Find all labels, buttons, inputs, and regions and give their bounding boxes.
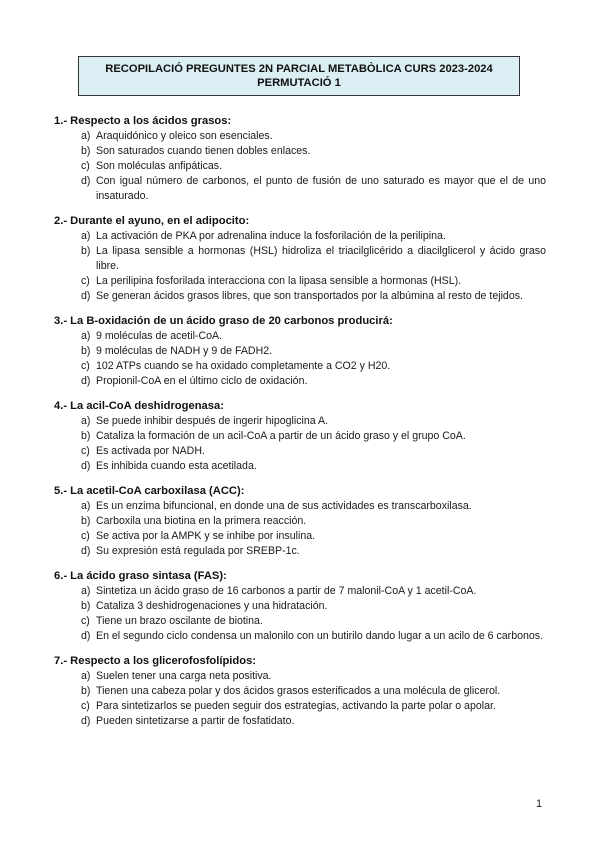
option-text: 9 moléculas de acetil-CoA. — [96, 330, 223, 342]
answer-option — [54, 429, 546, 444]
answer-option — [54, 514, 546, 529]
option-letter: b) — [81, 685, 91, 697]
option-list — [54, 584, 546, 644]
option-text: La activación de PKA por adrenalina induce la fosforilación de la perilipina. — [96, 230, 446, 242]
option-letter: a) — [81, 415, 91, 427]
option-letter: b) — [81, 245, 91, 257]
option-text: Se puede inhibir después de ingerir hipoglicina A. — [96, 415, 329, 427]
option-text: En el segundo ciclo condensa un malonilo con un butirilo dando lugar a un acilo de 6 carbonos. — [96, 630, 544, 642]
option-text: Son saturados cuando tienen dobles enlaces. — [96, 145, 311, 157]
option-text: Cataliza la formación de un acil-CoA a partir de un ácido graso y el grupo CoA. — [96, 430, 466, 442]
option-text: Son moléculas anfipáticas. — [96, 160, 223, 172]
option-text: Es un enzima bifuncional, en donde una de sus actividades es transcarboxilasa. — [96, 500, 472, 512]
option-list — [54, 414, 546, 474]
answer-option — [54, 614, 546, 629]
answer-option — [54, 684, 546, 699]
option-text: Sintetiza un ácido graso de 16 carbonos a partir de 7 malonil-CoA y 1 acetil-CoA. — [96, 585, 477, 597]
option-letter: c) — [81, 445, 90, 457]
question-title: 3.- La B-oxidación de un ácido graso de 20 carbonos producirá: — [54, 315, 393, 327]
answer-option — [54, 529, 546, 544]
document-title: RECOPILACIÓ PREGUNTES 2N PARCIAL METABÒLICA CURS 2023-2024 — [105, 63, 493, 75]
option-letter: a) — [81, 330, 91, 342]
option-letter: c) — [81, 160, 90, 172]
option-list — [54, 669, 546, 729]
option-letter: d) — [81, 290, 91, 302]
answer-option — [54, 159, 546, 174]
option-letter: d) — [81, 545, 91, 557]
answer-option — [54, 329, 546, 344]
option-list — [54, 229, 546, 304]
option-text: Para sintetizarlos se pueden seguir dos estrategias, activando la parte polar o apolar. — [96, 700, 496, 712]
option-text: Carboxila una biotina en la primera reacción. — [96, 515, 307, 527]
option-text: Se generan ácidos grasos libres, que son transportados por la albúmina al resto de tejidos. — [96, 290, 523, 302]
option-text: Con igual número de carbonos, el punto de fusión de uno saturado es mayor que el de uno insaturado. — [96, 175, 546, 202]
answer-option — [54, 714, 546, 729]
answer-option — [54, 174, 546, 204]
document-title-box — [78, 56, 520, 96]
option-letter: b) — [81, 345, 91, 357]
question-block — [54, 314, 546, 389]
question-block — [54, 569, 546, 644]
option-text: Tiene un brazo oscilante de biotina. — [96, 615, 263, 627]
option-text: Es activada por NADH. — [96, 445, 205, 457]
option-text: La perilipina fosforilada interacciona con la lipasa sensible a hormonas (HSL). — [96, 275, 462, 287]
answer-option — [54, 144, 546, 159]
question-list — [54, 114, 546, 739]
answer-option — [54, 669, 546, 684]
option-letter: b) — [81, 430, 91, 442]
question-block — [54, 399, 546, 474]
option-list — [54, 499, 546, 559]
answer-option — [54, 244, 546, 274]
option-letter: c) — [81, 615, 90, 627]
option-text: La lipasa sensible a hormonas (HSL) hidroliza el triacilglicérido a diacilglicerol y ácido graso libre. — [96, 245, 546, 272]
option-letter: b) — [81, 145, 91, 157]
option-text: Su expresión está regulada por SREBP-1c. — [96, 545, 300, 557]
question-title: 5.- La acetil-CoA carboxilasa (ACC): — [54, 485, 245, 497]
option-list — [54, 129, 546, 204]
answer-option — [54, 359, 546, 374]
option-letter: c) — [81, 700, 90, 712]
answer-option — [54, 629, 546, 644]
answer-option — [54, 289, 546, 304]
question-block — [54, 654, 546, 729]
option-text: Se activa por la AMPK y se inhibe por insulina. — [96, 530, 316, 542]
question-block — [54, 484, 546, 559]
answer-option — [54, 544, 546, 559]
question-title: 7.- Respecto a los glicerofosfolípidos: — [54, 655, 257, 667]
answer-option — [54, 129, 546, 144]
question-title: 4.- La acil-CoA deshidrogenasa: — [54, 400, 224, 412]
option-text: 102 ATPs cuando se ha oxidado completamente a CO2 y H20. — [96, 360, 391, 372]
page-number: 1 — [536, 798, 543, 810]
option-text: Tienen una cabeza polar y dos ácidos grasos esterificados a una molécula de glicerol. — [96, 685, 501, 697]
option-text: Cataliza 3 deshidrogenaciones y una hidratación. — [96, 600, 328, 612]
question-block — [54, 114, 546, 204]
option-text: Es inhibida cuando esta acetilada. — [96, 460, 257, 472]
option-letter: c) — [81, 530, 90, 542]
option-letter: d) — [81, 715, 91, 727]
answer-option — [54, 459, 546, 474]
answer-option — [54, 229, 546, 244]
answer-option — [54, 584, 546, 599]
option-text: Suelen tener una carga neta positiva. — [96, 670, 272, 682]
option-letter: c) — [81, 275, 90, 287]
option-letter: a) — [81, 230, 91, 242]
option-text: Pueden sintetizarse a partir de fosfatidato. — [96, 715, 295, 727]
option-letter: a) — [81, 585, 91, 597]
question-title: 6.- La ácido graso sintasa (FAS): — [54, 570, 227, 582]
answer-option — [54, 699, 546, 714]
option-letter: d) — [81, 460, 91, 472]
option-letter: c) — [81, 360, 90, 372]
answer-option — [54, 274, 546, 289]
question-title: 2.- Durante el ayuno, en el adipocito: — [54, 215, 250, 227]
option-letter: a) — [81, 670, 91, 682]
option-letter: d) — [81, 175, 91, 187]
option-text: Araquidónico y oleico son esenciales. — [96, 130, 273, 142]
answer-option — [54, 374, 546, 389]
option-letter: d) — [81, 375, 91, 387]
option-letter: b) — [81, 515, 91, 527]
option-letter: a) — [81, 500, 91, 512]
answer-option — [54, 344, 546, 359]
answer-option — [54, 599, 546, 614]
document-subtitle: PERMUTACIÓ 1 — [257, 77, 341, 89]
option-text: 9 moléculas de NADH y 9 de FADH2. — [96, 345, 273, 357]
option-text: Propionil-CoA en el último ciclo de oxidación. — [96, 375, 308, 387]
option-letter: d) — [81, 630, 91, 642]
answer-option — [54, 499, 546, 514]
option-list — [54, 329, 546, 389]
question-block — [54, 214, 546, 304]
answer-option — [54, 444, 546, 459]
question-title: 1.- Respecto a los ácidos grasos: — [54, 115, 232, 127]
option-letter: a) — [81, 130, 91, 142]
option-letter: b) — [81, 600, 91, 612]
answer-option — [54, 414, 546, 429]
